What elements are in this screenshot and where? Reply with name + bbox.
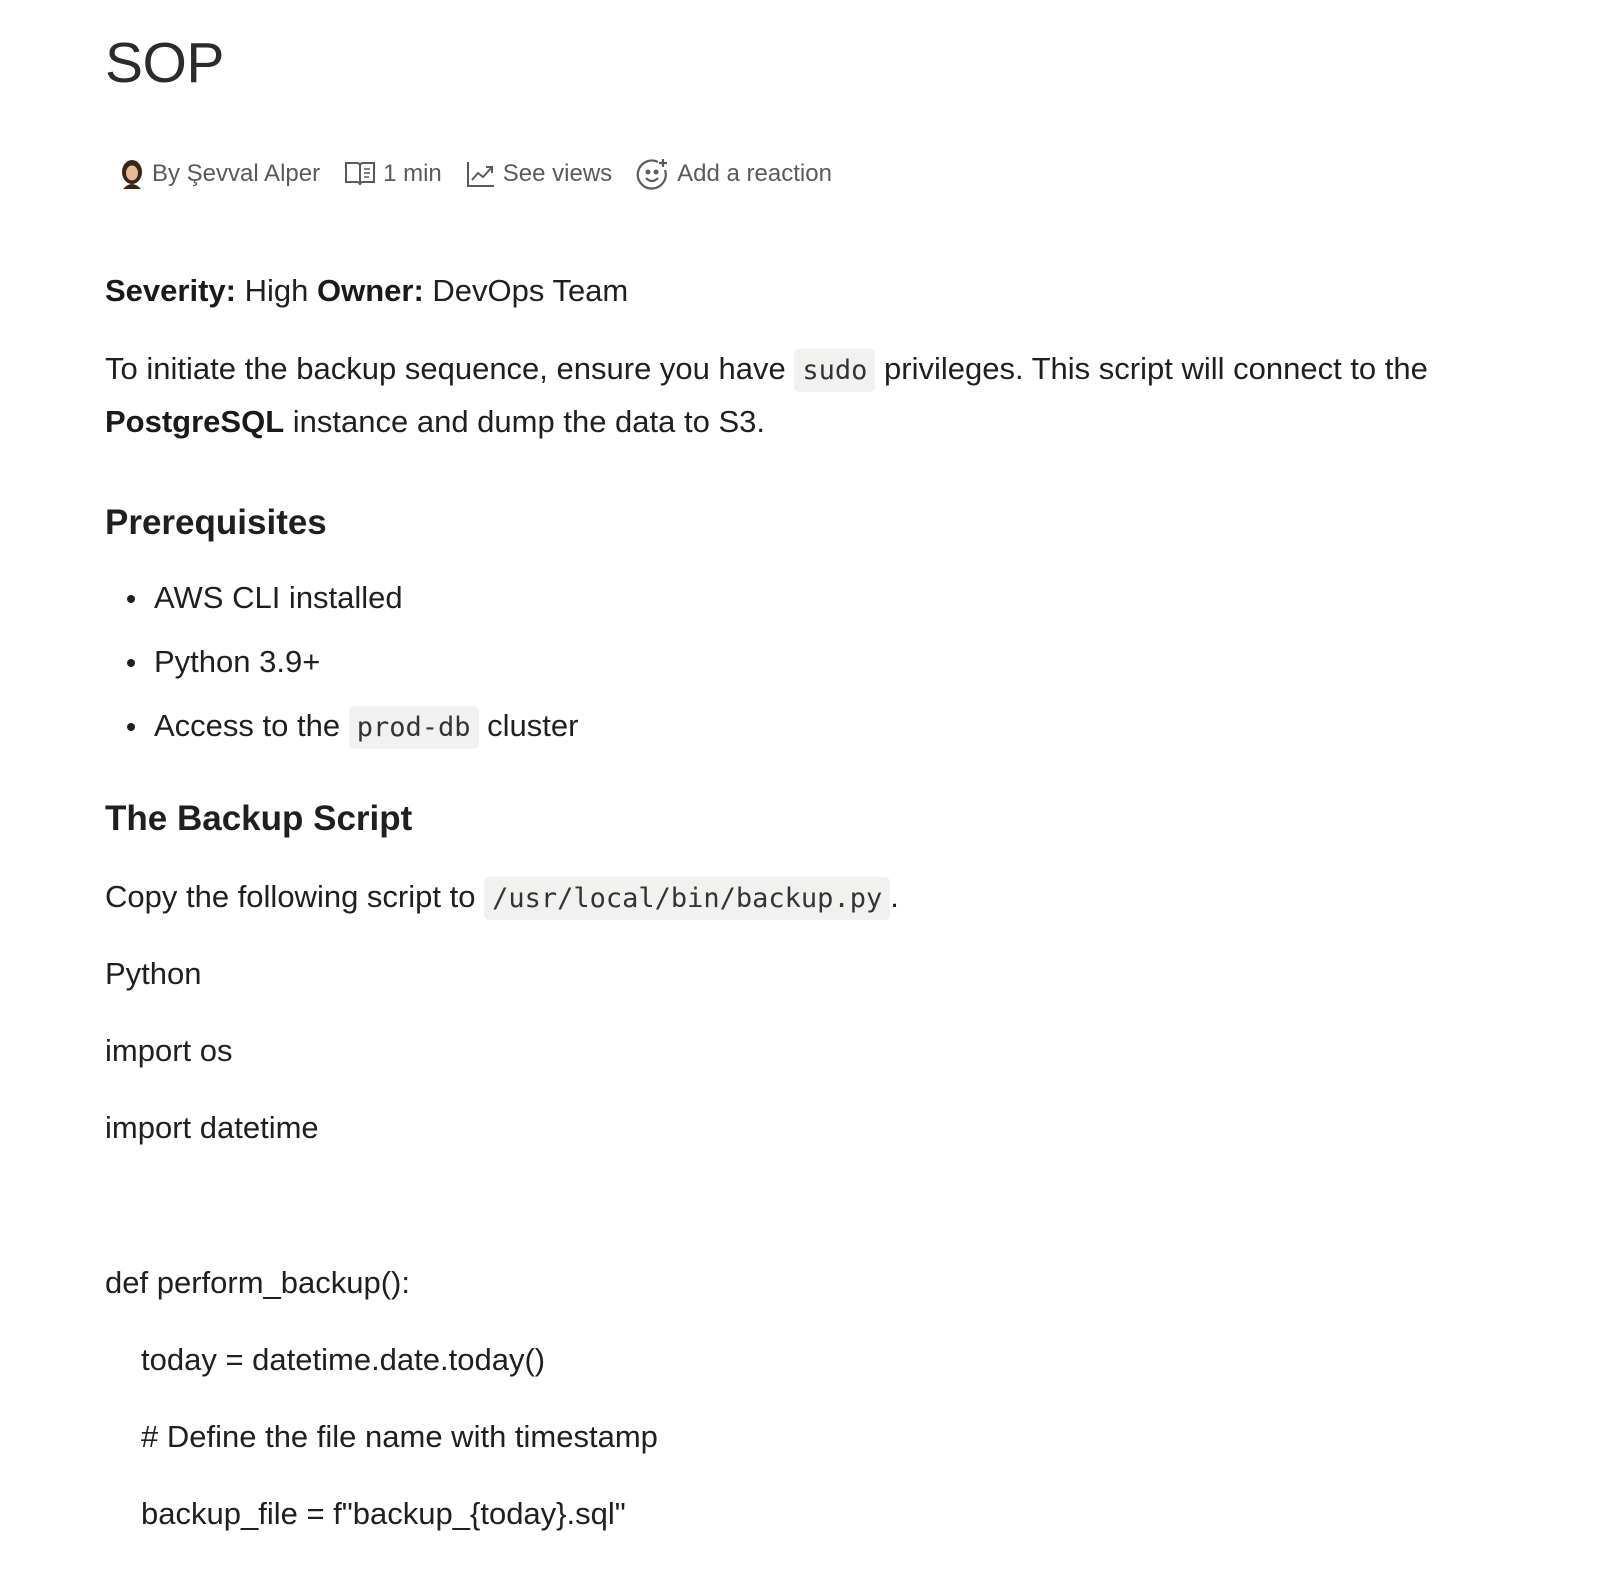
owner-label: Owner:	[316, 273, 424, 308]
author-link[interactable]	[119, 159, 320, 189]
intro-line-2	[105, 394, 765, 449]
page-title: SOP	[105, 31, 224, 95]
copy-text: Copy the following script to	[105, 879, 485, 914]
see-views-button[interactable]	[466, 160, 612, 188]
code-line: # Define the file name with timestamp	[141, 1419, 658, 1454]
chart-trend-icon	[466, 160, 496, 188]
list-item: Python 3.9+	[105, 630, 578, 694]
intro-line-1	[105, 341, 1428, 398]
list-item-text: Access to the	[154, 708, 349, 743]
backup-script-heading: The Backup Script	[105, 799, 413, 838]
severity-value: High	[244, 273, 309, 308]
code-line: import os	[105, 1033, 233, 1068]
inline-code-prod-db: prod-db	[349, 706, 479, 749]
list-item-text: cluster	[478, 708, 579, 743]
intro-text: privileges. This script will connect to the	[875, 351, 1428, 386]
inline-code-path: /usr/local/bin/backup.py	[484, 877, 890, 920]
list-item	[105, 694, 578, 758]
list-item: AWS CLI installed	[105, 566, 578, 630]
code-line: import datetime	[105, 1110, 319, 1145]
severity-label: Severity:	[105, 273, 236, 308]
prerequisites-heading: Prerequisites	[105, 503, 327, 542]
meta-line	[105, 263, 628, 318]
intro-text: To initiate the backup sequence, ensure you have	[105, 351, 795, 386]
code-line: def perform_backup():	[105, 1265, 410, 1300]
book-icon	[344, 160, 376, 188]
copy-instruction	[105, 869, 899, 926]
intro-bold-postgresql: PostgreSQL	[105, 404, 285, 439]
avatar	[119, 159, 145, 189]
owner-value: DevOps Team	[432, 273, 629, 308]
author-name: By Şevval Alper	[152, 160, 321, 187]
see-views-label: See views	[502, 160, 613, 187]
prerequisites-list	[105, 566, 578, 758]
code-line: today = datetime.date.today()	[141, 1342, 546, 1377]
intro-text: instance and dump the data to S3.	[284, 404, 765, 439]
copy-text: .	[890, 879, 899, 914]
code-language-label: Python	[105, 956, 202, 991]
byline	[119, 157, 856, 191]
add-reaction-button[interactable]	[636, 157, 832, 191]
emoji-add-icon	[636, 157, 670, 191]
code-line: backup_file = f"backup_{today}.sql"	[141, 1496, 626, 1531]
add-reaction-label: Add a reaction	[677, 160, 832, 187]
read-time	[344, 160, 442, 188]
read-time-label: 1 min	[383, 160, 442, 187]
inline-code-sudo: sudo	[794, 349, 875, 392]
